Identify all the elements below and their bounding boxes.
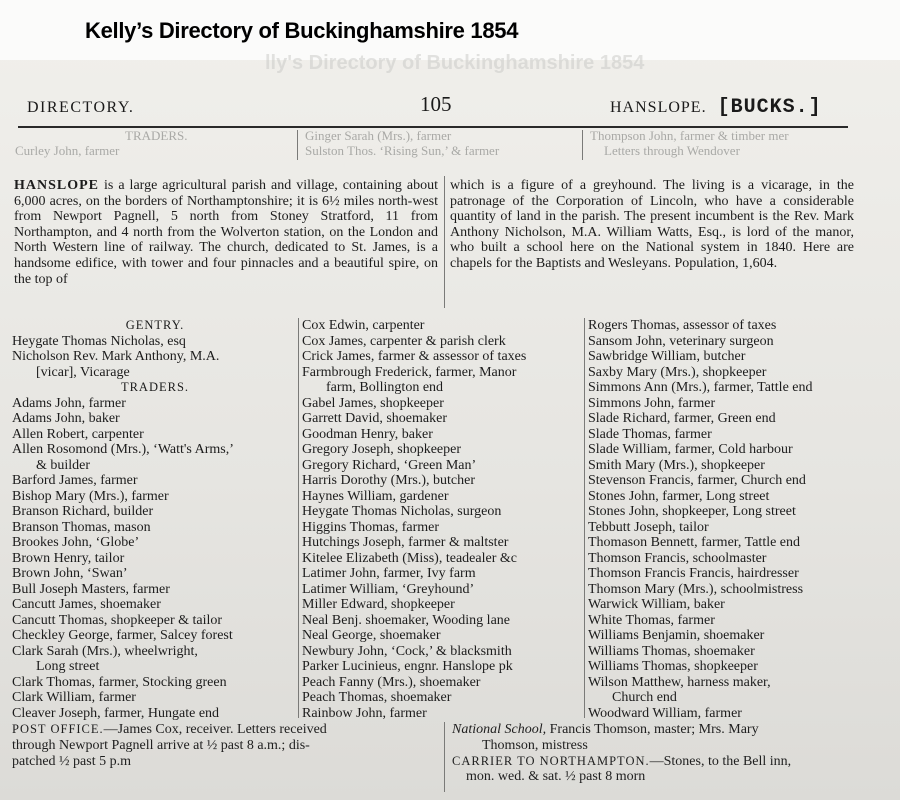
directory-entry: Warwick William, baker [588,597,725,612]
carrier-text: —Stones, to the Bell inn, [649,753,792,769]
faded-line: Thompson John, farmer & timber mer [590,128,789,143]
page-title: Kelly’s Directory of Buckinghamshire 1854 [85,18,519,43]
directory-entry: Adams John, baker [12,411,120,426]
title-banner [0,0,900,60]
directory-entry: Kitelee Elizabeth (Miss), teadealer &c [302,550,517,566]
directory-entry: Gregory Joseph, shopkeeper [302,442,462,457]
directory-entry: Thomson Mary (Mrs.), schoolmistress [588,581,804,597]
post-office-text: —James Cox, receiver. Letters received [103,722,327,737]
directory-entry: Brown Henry, tailor [12,550,125,566]
directory-entry: Miller Edward, shopkeeper [302,597,455,612]
directory-entry: Long street [36,659,100,674]
directory-entry: Branson Thomas, mason [12,519,151,535]
faded-prev-col2 [305,128,575,158]
directory-entry: Simmons Ann (Mrs.), farmer, Tattle end [588,380,813,395]
directory-entry: Allen Robert, carpenter [12,426,144,442]
post-office-line: patched ½ past 5 p.m [12,753,131,769]
section-heading: GENTRY. [125,318,185,332]
directory-entry: Williams Thomas, shopkeeper [588,659,758,674]
directory-entry: Williams Thomas, shoemaker [588,643,755,659]
directory-entry: Branson Richard, builder [12,504,154,519]
directory-entry: Checkley George, farmer, Salcey forest [12,628,233,643]
directory-entry: Church end [612,690,677,705]
section-heading: TRADERS. [120,380,190,394]
directory-entry: Gabel James, shopkeeper [302,395,444,411]
directory-entry: Garrett David, shoemaker [302,411,447,426]
directory-entry: Cancutt Thomas, shopkeeper & tailor [12,612,223,628]
directory-entry: Stones John, shopkeeper, Long street [588,504,796,519]
county-label: [BUCKS.] [717,96,822,119]
school-text: Francis Thomson, master; Mrs. Mary [546,722,759,737]
directory-entry: Gregory Richard, ‘Green Man’ [302,457,477,473]
directory-entry: [vicar], Vicarage [36,364,130,380]
directory-entry: Neal George, shoemaker [302,628,441,643]
column-divider [444,176,445,308]
directory-entry: Higgins Thomas, farmer [302,519,439,535]
directory-entry: Parker Lucinieus, engnr. Hanslope pk [302,659,513,674]
directory-entry: Clark Sarah (Mrs.), wheelwright, [12,643,198,659]
faded-line: Letters through Wendover [604,143,740,158]
bleed-through-text: lly's Directory of Buckinghamshire 1854 [265,52,645,74]
school-line: Thomson, mistress [482,737,588,753]
post-office-line: through Newport Pagnell arrive at ½ past 8 a.m.; dis- [12,737,310,753]
faded-line: Sulston Thos. ‘Rising Sun,’ & farmer [305,143,500,158]
faded-prev-col1 [15,128,285,158]
directory-entry: Woodward William, farmer [588,705,742,721]
directory-entry: Clark Thomas, farmer, Stocking green [12,674,227,690]
directory-entry: Harris Dorothy (Mrs.), butcher [302,473,476,488]
directory-entry: Hutchings Joseph, farmer & maltster [302,535,509,550]
carrier-line: mon. wed. & sat. ½ past 8 morn [466,769,646,785]
column-divider [444,722,445,792]
directory-entry: Crick James, farmer & assessor of taxes [302,349,527,364]
directory-entry: Cancutt James, shoemaker [12,597,161,612]
directory-entry: Saxby Mary (Mrs.), shopkeeper [588,364,767,380]
school-carrier-notice [452,722,857,785]
running-header-right [610,96,822,119]
faded-prev-col3 [590,128,850,158]
directory-entry: Stevenson Francis, farmer, Church end [588,473,806,488]
directory-entry: farm, Bollington end [326,380,444,395]
directory-entry: Williams Benjamin, shoemaker [588,628,765,643]
directory-entry: Heygate Thomas Nicholas, surgeon [302,504,502,519]
intro-paragraph-right: which is a figure of a greyhound. The living is a vicarage, in the patronage of the Corporation of Lincoln, who have a considerable quantity of land in the parish. The present incumbent is the Rev. Mark Anthony Nicholson, M.A. William Watts, Esq., is lord of the manor, who built a school here on the National system in 1840. Here are chapels for the Baptists and Wesleyans. Population, 1,604. [450,178,854,271]
school-line [452,722,857,738]
carrier-line [452,754,857,770]
directory-entry: Thomson Francis, schoolmaster [588,550,767,566]
post-office-line [12,722,442,738]
place-heading: HANSLOPE [14,178,100,193]
directory-entry: Cox Edwin, carpenter [302,318,425,333]
directory-entry: Cox James, carpenter & parish clerk [302,333,506,349]
directory-entry: Rainbow John, farmer [302,705,427,721]
directory-entry: Adams John, farmer [12,395,126,411]
directory-entry: & builder [36,457,91,473]
directory-entry: Slade Richard, farmer, Green end [588,411,776,426]
directory-column-1 [12,318,298,721]
faded-divider [297,130,298,160]
directory-entry: Neal Benj. shoemaker, Wooding lane [302,612,510,628]
faded-line: TRADERS. [125,128,188,143]
post-office-label: POST OFFICE. [12,722,104,736]
directory-entry: Latimer William, ‘Greyhound’ [302,581,475,597]
faded-divider [582,130,583,160]
directory-entry: Slade William, farmer, Cold harbour [588,442,793,457]
directory-entry: Thomason Bennett, farmer, Tattle end [588,535,801,550]
school-label: National School, [452,722,547,737]
directory-entry: Wilson Matthew, harness maker, [588,674,771,690]
directory-entry: Stones John, farmer, Long street [588,488,770,504]
directory-entry: Haynes William, gardener [302,488,449,504]
directory-entry: Sawbridge William, butcher [588,349,746,364]
directory-entry: Peach Fanny (Mrs.), shoemaker [302,674,481,690]
directory-entry: Simmons John, farmer [588,395,716,411]
directory-entry: Cleaver Joseph, farmer, Hungate end [12,705,220,721]
post-office-notice [12,722,442,769]
directory-entry: Bull Joseph Masters, farmer [12,581,170,597]
running-header-left: DIRECTORY. [27,99,135,116]
directory-entry: Sansom John, veterinary surgeon [588,333,774,349]
directory-entry: Goodman Henry, baker [302,426,433,442]
directory-entry: Allen Rosomond (Mrs.), ‘Watt's Arms,’ [12,442,234,457]
intro-text: is a large agricultural parish and village, containing about 6,000 acres, on the borders of Northamptonshire; it is 6½ miles north-west from Newport Pagnell, 5 north from Stoney Stratford, 11 from Northampton, and 4 north from the Wolverton station, on the London and North Western line of railway. The church, dedicated to St. James, is a handsome edifice, with tower and four pinnacles and a beautiful spire, on the top of [14,178,439,287]
faded-line: Ginger Sarah (Mrs.), farmer [305,128,452,143]
directory-entry: Nicholson Rev. Mark Anthony, M.A. [12,349,220,364]
carrier-label: CARRIER TO NORTHAMPTON. [452,753,650,768]
directory-column-2 [302,318,582,721]
place-name: HANSLOPE. [610,99,707,116]
directory-entry: Smith Mary (Mrs.), shopkeeper [588,457,765,473]
intro-paragraph-left [14,178,438,287]
directory-entry: Barford James, farmer [12,473,138,488]
page-number: 105 [420,92,452,116]
directory-entry: Brookes John, ‘Globe’ [12,535,140,550]
directory-entry: Heygate Thomas Nicholas, esq [12,333,186,349]
directory-entry: Clark William, farmer [12,690,136,705]
directory-entry: Peach Thomas, shoemaker [302,690,452,705]
directory-entry: Thomson Francis Francis, hairdresser [588,566,799,581]
directory-entry: Bishop Mary (Mrs.), farmer [12,488,169,504]
directory-entry: White Thomas, farmer [588,612,715,628]
directory-entry: Rogers Thomas, assessor of taxes [588,318,777,333]
directory-entry: Slade Thomas, farmer [588,426,712,442]
directory-entry: Brown John, ‘Swan’ [12,566,128,581]
directory-entry: Farmbrough Frederick, farmer, Manor [302,364,517,380]
directory-entry: Latimer John, farmer, Ivy farm [302,566,476,581]
directory-entry: Tebbutt Joseph, tailor [588,519,709,535]
directory-entry: Newbury John, ‘Cock,’ & blacksmith [302,643,512,659]
column-divider [584,318,585,718]
column-divider [298,318,299,718]
directory-column-3 [588,318,858,721]
faded-line: Curley John, farmer [15,143,120,158]
